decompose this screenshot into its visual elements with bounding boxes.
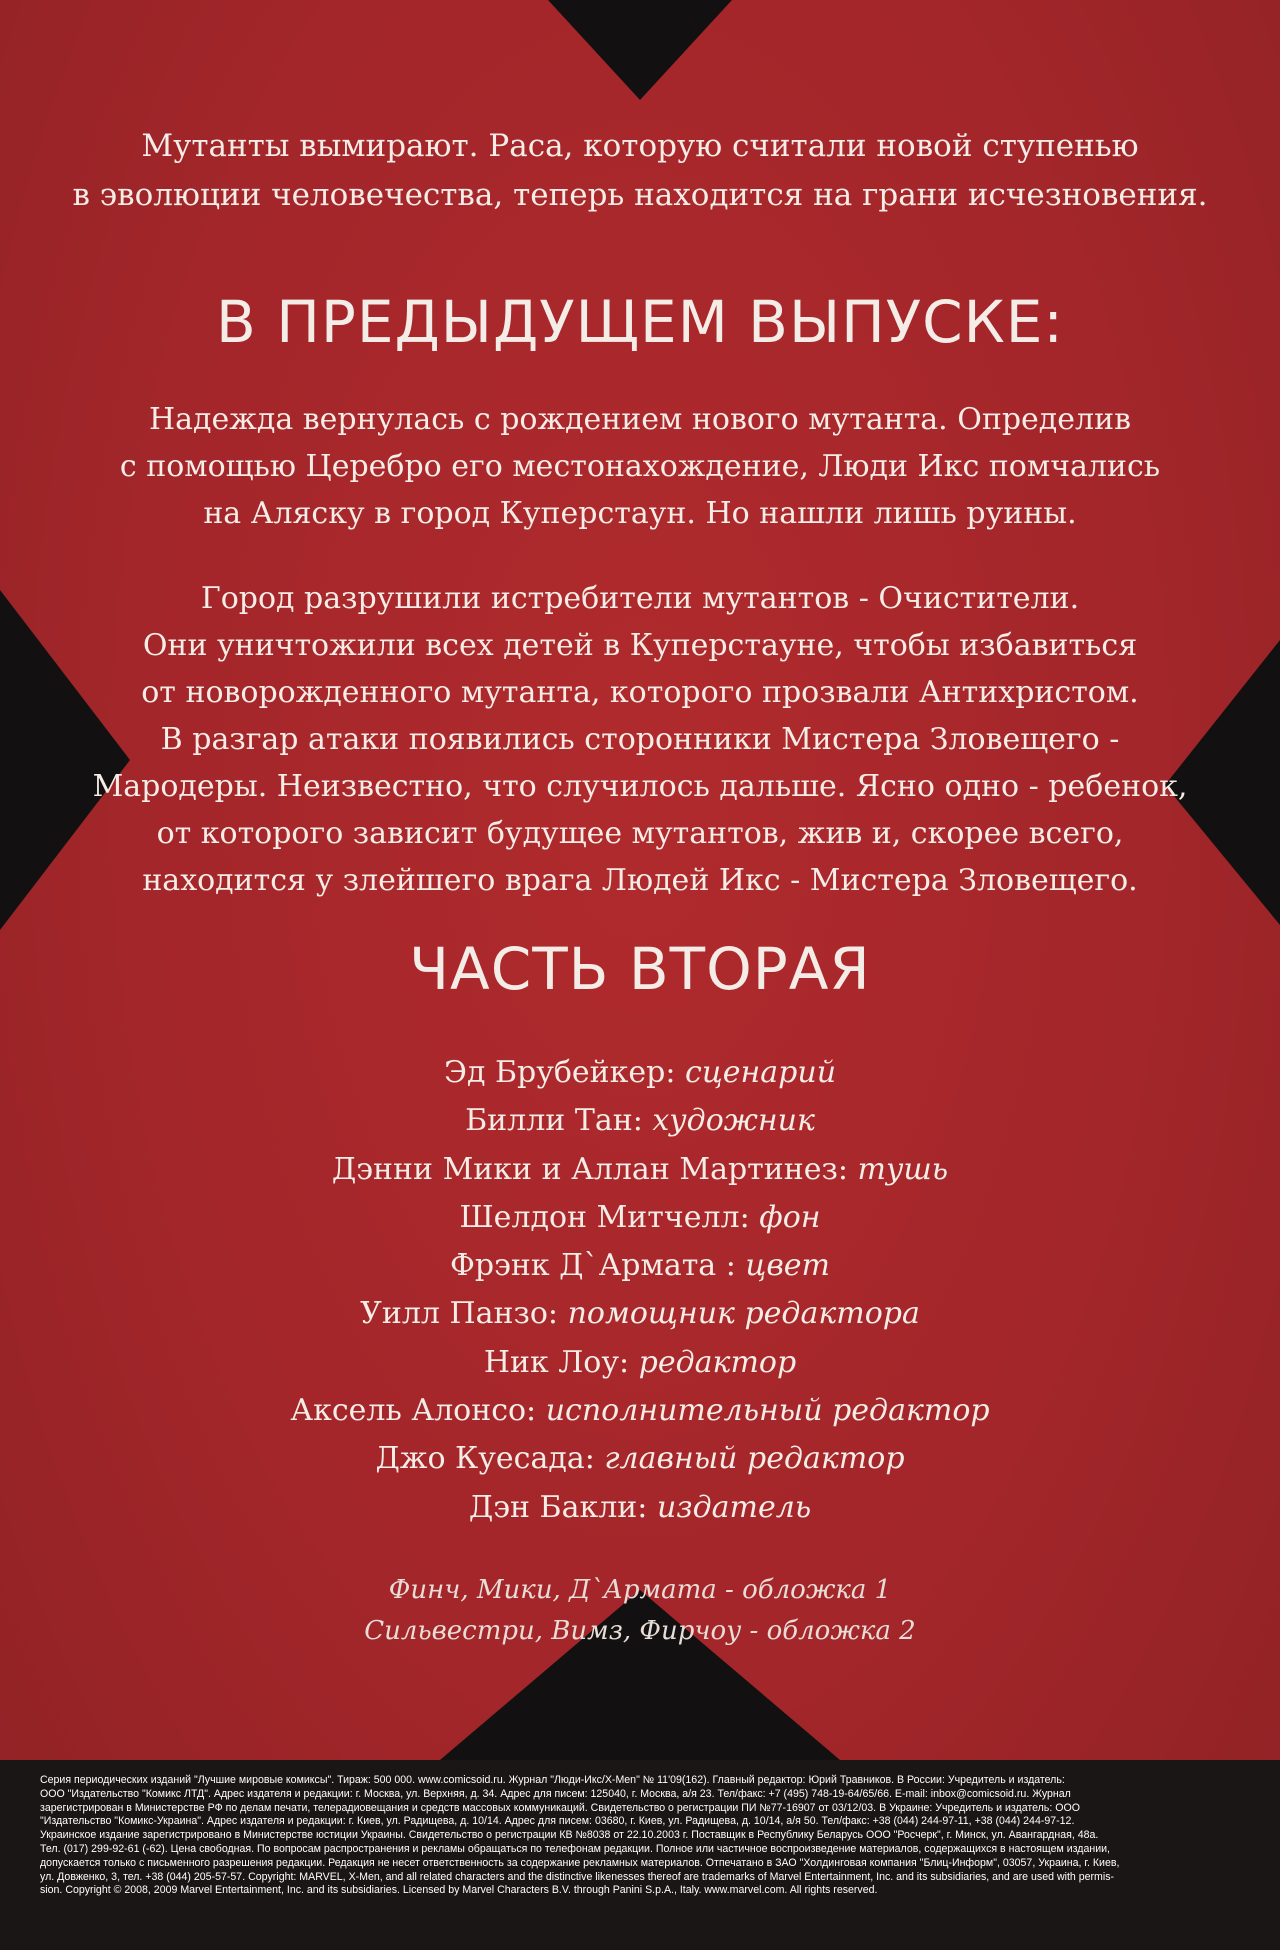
recap-line: на Аляску в город Куперстаун. Но нашли лишь руины. [203, 496, 1077, 531]
cover-credit-line: Сильвестри, Вимз, Фирчоу - обложка 2 [364, 1616, 916, 1646]
legal-footer [40, 1774, 1240, 1898]
credit-row [0, 1484, 1280, 1532]
cover-credits [0, 1570, 1280, 1652]
credit-name: Билли Тан: [465, 1103, 653, 1139]
credits-list [0, 1049, 1280, 1532]
recap-paragraph-2 [0, 575, 1280, 904]
footer-line: ООО "Издательство "Комикс ЛТД". Адрес издателя и редакции: г. Москва, ул. Верхняя, д. 34. Адрес для писем: 125040, г. Москва, а/я 23. Тел/факс: +7 (495) 748-19-64/65/66. E-mail: inbox@comicsoid.ru. Журнал [40, 1787, 1071, 1800]
credit-row [0, 1339, 1280, 1387]
credit-row [0, 1435, 1280, 1483]
recap-line: с помощью Церебро его местонахождение, Люди Икс помчались [119, 449, 1161, 484]
recap-line: Мародеры. Неизвестно, что случилось дальше. Ясно одно - ребенок, [92, 769, 1188, 804]
part-heading: ЧАСТЬ ВТОРАЯ [409, 935, 871, 1003]
credit-row [0, 1290, 1280, 1338]
credit-name: Джо Куесада: [375, 1441, 595, 1477]
credit-role: помощник редактора [567, 1296, 920, 1332]
credit-role: сценарий [685, 1055, 837, 1090]
credit-role: исполнительный редактор [545, 1393, 990, 1429]
credit-role: издатель [656, 1489, 812, 1525]
recap-line: Надежда вернулась с рождением нового мутанта. Определив [149, 402, 1131, 437]
recap-heading: В ПРЕДЫДУЩЕМ ВЫПУСКЕ: [216, 288, 1064, 356]
footer-line: зарегистрирован в Министерстве РФ по делам печати, телерадиовещания и средств массовых коммуникаций. Свидетельство о регистрации ПИ №77-16907 от 03/12/03. В Украине: Учредитель и издатель: ООО [40, 1801, 1080, 1814]
footer-line: Тел. (017) 299-92-61 (-62). Цена свободная. По вопросам распространения и рекламы обращаться по телефонам редакции. Полное или частичное воспроизведение материалов, содержащихся в настоящем издании, [40, 1842, 1110, 1855]
credit-name: Аксель Алонсо: [290, 1393, 537, 1429]
credit-name: Дэнни Мики и Аллан Мартинез: [331, 1151, 848, 1187]
intro-line: Мутанты вымирают. Раса, которую считали новой ступенью [141, 128, 1139, 164]
credit-row [0, 1194, 1280, 1242]
credit-row [0, 1146, 1280, 1194]
credit-role: редактор [638, 1344, 797, 1380]
credit-name: Эд Брубейкер: [443, 1055, 676, 1090]
intro-line: в эволюции человечества, теперь находится на грани исчезновения. [72, 177, 1208, 213]
footer-line: ул. Довженко, 3, тел. +38 (044) 205-57-57. Copyright: MARVEL, X-Men, and all related characters and the distinctive likenesses thereof are trademarks of Marvel Entertainment, Inc. and its subsidiaries, and are used with permis- [40, 1870, 1115, 1883]
footer-line: "Издательство "Комикс-Украина". Адрес издателя и редакции: г. Киев, ул. Радищева, д. 10/14. Адрес для писем: 03680, г. Киев, ул. Радищева, д. 10/14, а/я 50. Тел/факс: +38 (044) 244-97-11, +38 (044) 244-97-12. [40, 1815, 1075, 1828]
credit-row [0, 1242, 1280, 1290]
credit-row [0, 1387, 1280, 1435]
footer-line: Украинское издание зарегистрировано в Министерстве юстиции Украины. Свидетельство о регистрации КВ №8038 от 22.10.2003 г. Поставщик в Республику Беларусь ООО "Росчерк", г. Минск, ул. Авангардная, 48а. [40, 1829, 1099, 1842]
recap-paragraph-1 [0, 396, 1280, 537]
cover-credit-line: Финч, Мики, Д`Армата - обложка 1 [388, 1575, 892, 1605]
recap-line: В разгар атаки появились сторонники Мистера Зловещего - [160, 722, 1120, 757]
recap-line: от которого зависит будущее мутантов, жив и, скорее всего, [156, 816, 1124, 851]
credit-role: фон [759, 1199, 821, 1235]
credit-role: главный редактор [604, 1441, 905, 1477]
credit-role: тушь [857, 1151, 949, 1187]
credit-role: цвет [745, 1248, 830, 1284]
credit-name: Ник Лоу: [483, 1344, 630, 1380]
credit-name: Дэн Бакли: [468, 1489, 648, 1525]
recap-line: от новорожденного мутанта, которого прозвали Антихристом. [141, 675, 1139, 710]
credit-name: Фрэнк Д`Армата : [449, 1248, 736, 1284]
footer-line: Серия периодических изданий "Лучшие мировые комиксы". Тираж: 500 000. www.comicsoid.ru. Журнал "Люди-Икс/X-Men" № 11'09(162). Главный редактор: Юрий Травников. В России: Учредитель и издатель: [40, 1774, 1065, 1786]
recap-line: Они уничтожили всех детей в Куперстауне, чтобы избавиться [142, 628, 1138, 663]
credit-name: Уилл Панзо: [360, 1296, 559, 1332]
credit-name: Шелдон Митчелл: [459, 1199, 750, 1235]
credit-row [0, 1049, 1280, 1097]
credit-role: художник [652, 1103, 815, 1139]
credit-row [0, 1097, 1280, 1145]
recap-line: Город разрушили истребители мутантов - Очистители. [200, 581, 1080, 616]
top-triangle [548, 0, 732, 100]
intro-text [0, 122, 1280, 220]
footer-line: допускается только с письменного разрешения редакции. Редакция не несет ответственность за содержание рекламных материалов. Отпечатано в ЗАО "Холдинговая компания "Блиц-Информ", 03057, Украина, г. Киев, [40, 1856, 1120, 1869]
footer-line: sion. Copyright © 2008, 2009 Marvel Entertainment, Inc. and its subsidiaries. Licensed by Marvel Characters B.V. through Panini S.p.A., Italy. www.marvel.com. All rights reserved. [40, 1884, 878, 1897]
recap-line: находится у злейшего врага Людей Икс - Мистера Зловещего. [142, 863, 1138, 898]
